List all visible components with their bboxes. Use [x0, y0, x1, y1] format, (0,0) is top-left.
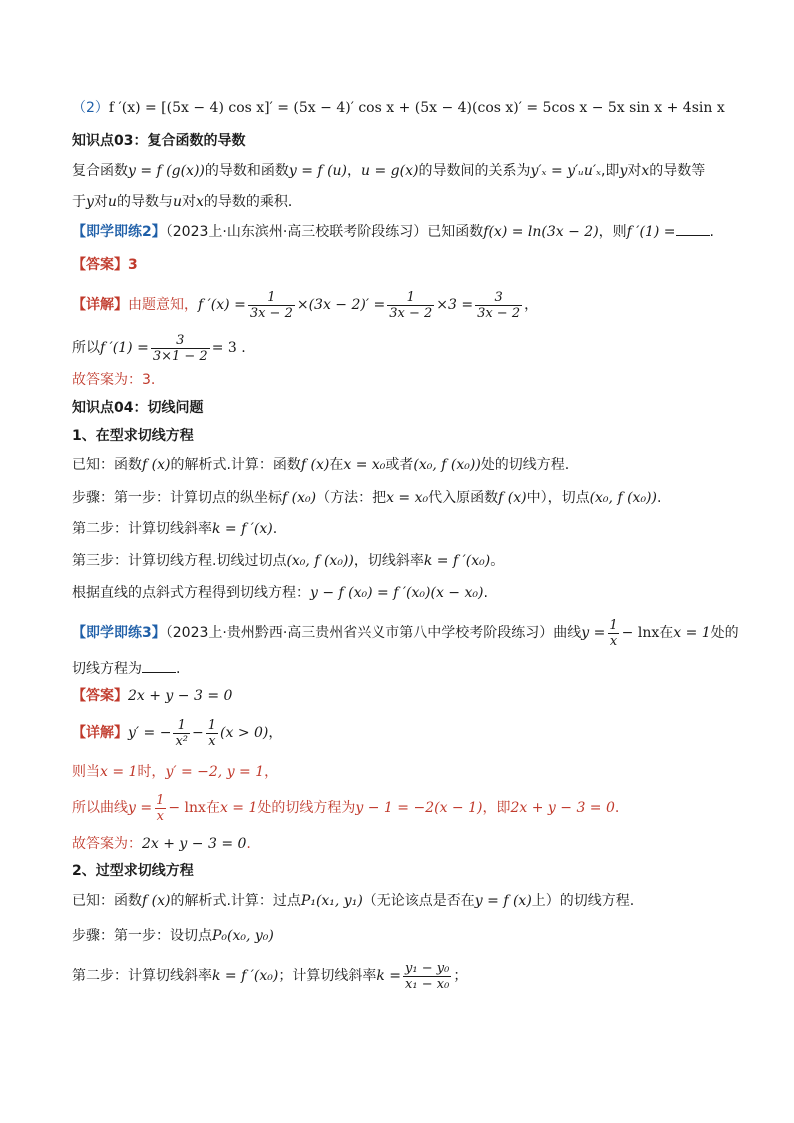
fraction: $\frac{1}{x}$ — [156, 792, 165, 824]
exercise-3-detail: 【详解】y′ = − $\frac{1}{\text{x²}}$ − $\frac{1}{x}$ (x > 0)， — [72, 717, 283, 749]
exercise-tag: 【即学即练2】 — [72, 224, 166, 240]
exercise-3-tangent: 所以曲线y = $\frac{1}{x}$ − lnx在x = 1处的切线方程为y − 1 = −2(x − 1)，即2x + y − 3 = 0. — [72, 792, 620, 824]
section-2-known: 已知：函数f (x)的解析式.计算：过点P₁(x₁, y₁)（无论该点是否在y = f (x)上）的切线方程. — [72, 893, 635, 909]
fraction: $\frac{1}{3x - 2}$ — [389, 289, 433, 321]
section-1-heading: 1、在型求切线方程 — [72, 428, 194, 444]
fraction: $\frac{1}{3x - 2}$ — [249, 289, 293, 321]
exercise-3-answer — [72, 686, 232, 706]
answer-blank — [676, 235, 710, 236]
exercise-3-question: 【即学即练3】（2023上·贵州黔西·高三贵州省兴义市第八中学校考阶段练习）曲线y = $\frac{1}{x}$ − lnx在x = 1处的 — [72, 617, 739, 649]
fraction: $\frac{3}{3\times 1 - 2}$ — [152, 332, 208, 364]
section-1-known: 已知：函数f (x)的解析式.计算：函数f (x)在x = x₀或者(x₀, f (x₀))处的切线方程. — [72, 457, 570, 473]
section-2-step-1: 步骤：第一步：设切点P₀(x₀, y₀) — [72, 928, 274, 944]
fraction: $\frac{3}{3x - 2}$ — [477, 289, 521, 321]
section-2-step-2: 第二步：计算切线斜率k = f ′(x₀)；计算切线斜率k = $\frac{\text{y₁ − y₀}}{\text{x₁ − x₀}}$ ； — [72, 960, 468, 992]
kp03-text-line1: 复合函数y = f (g(x))的导数和函数y = f (u)，u = g(x)的导数间的关系为y′ₓ = y′ᵤu′ₓ,即y对x的导数等 — [72, 163, 706, 179]
kp04-heading: 知识点04：切线问题 — [72, 400, 204, 416]
answer-blank — [142, 672, 176, 673]
section-1-step-1: 步骤：第一步：计算切点的纵坐标f (x₀)（方法：把x = x₀代入原函数f (x)中），切点(x₀, f (x₀)). — [72, 490, 662, 506]
section-1-step-2: 第二步：计算切线斜率k = f ′(x). — [72, 521, 278, 537]
exercise-3-question-line2: 切线方程为 . — [72, 661, 181, 677]
derivative-expansion: f ′(x) = [(5x − 4) cos x]′ = (5x − 4)′ cos x + (5x − 4)(cos x)′ = 5cos x − 5x sin x + 4sin x — [108, 100, 725, 116]
answer-tag: 【答案】 — [72, 688, 128, 704]
detail-tag: 【详解】 — [72, 725, 128, 741]
kp03-text-line2: 于y对u的导数与u对x的导数的乘积． — [72, 194, 302, 210]
fraction: $\frac{1}{x}$ — [609, 617, 618, 649]
exercise-2-detail: 【详解】由题意知，f ′(x) = $\frac{1}{3x - 2}$ ×(3x − 2)′ = $\frac{1}{3x - 2}$ ×3 = $\frac{3}{3x - 2}$ ， — [72, 289, 539, 321]
section-2-heading: 2、过型求切线方程 — [72, 863, 194, 879]
fraction: $\frac{1}{\text{x²}}$ — [175, 717, 188, 749]
kp03-heading: 知识点03：复合函数的导数 — [72, 133, 246, 149]
exercise-2-answer — [72, 255, 138, 275]
exercise-2-conclusion: 所以f ′(1) = $\frac{3}{3\times 1 - 2}$ = 3 . — [72, 332, 246, 364]
part-number: （2） — [72, 100, 109, 116]
exercise-2-question: 【即学即练2】（2023上·山东滨州·高三校联考阶段练习）已知函数f(x) = ln(3x − 2)，则f ′(1) = . — [72, 224, 714, 240]
exercise-3-step: 则当x = 1时，y′ = −2, y = 1， — [72, 764, 279, 780]
detail-tag: 【详解】 — [72, 297, 128, 313]
section-1-step-3: 第三步：计算切线方程.切线过切点(x₀, f (x₀))，切线斜率k = f ′(x₀)。 — [72, 553, 505, 569]
section-1-result: 根据直线的点斜式方程得到切线方程：y − f (x₀) = f ′(x₀)(x − x₀). — [72, 585, 488, 601]
answer-value: 3 — [128, 257, 138, 273]
answer-value: 2x + y − 3 = 0 — [128, 688, 233, 704]
answer-tag: 【答案】 — [72, 257, 128, 273]
exercise-tag: 【即学即练3】 — [72, 625, 166, 641]
fraction: $\frac{1}{x}$ — [207, 717, 217, 749]
fraction: $\frac{\text{y₁ − y₀}}{\text{x₁ − x₀}}$ — [405, 960, 450, 992]
solution-part-2 — [72, 98, 725, 118]
exercise-3-final: 故答案为：2x + y − 3 = 0. — [72, 836, 251, 852]
exercise-2-final: 故答案为：3. — [72, 372, 156, 388]
